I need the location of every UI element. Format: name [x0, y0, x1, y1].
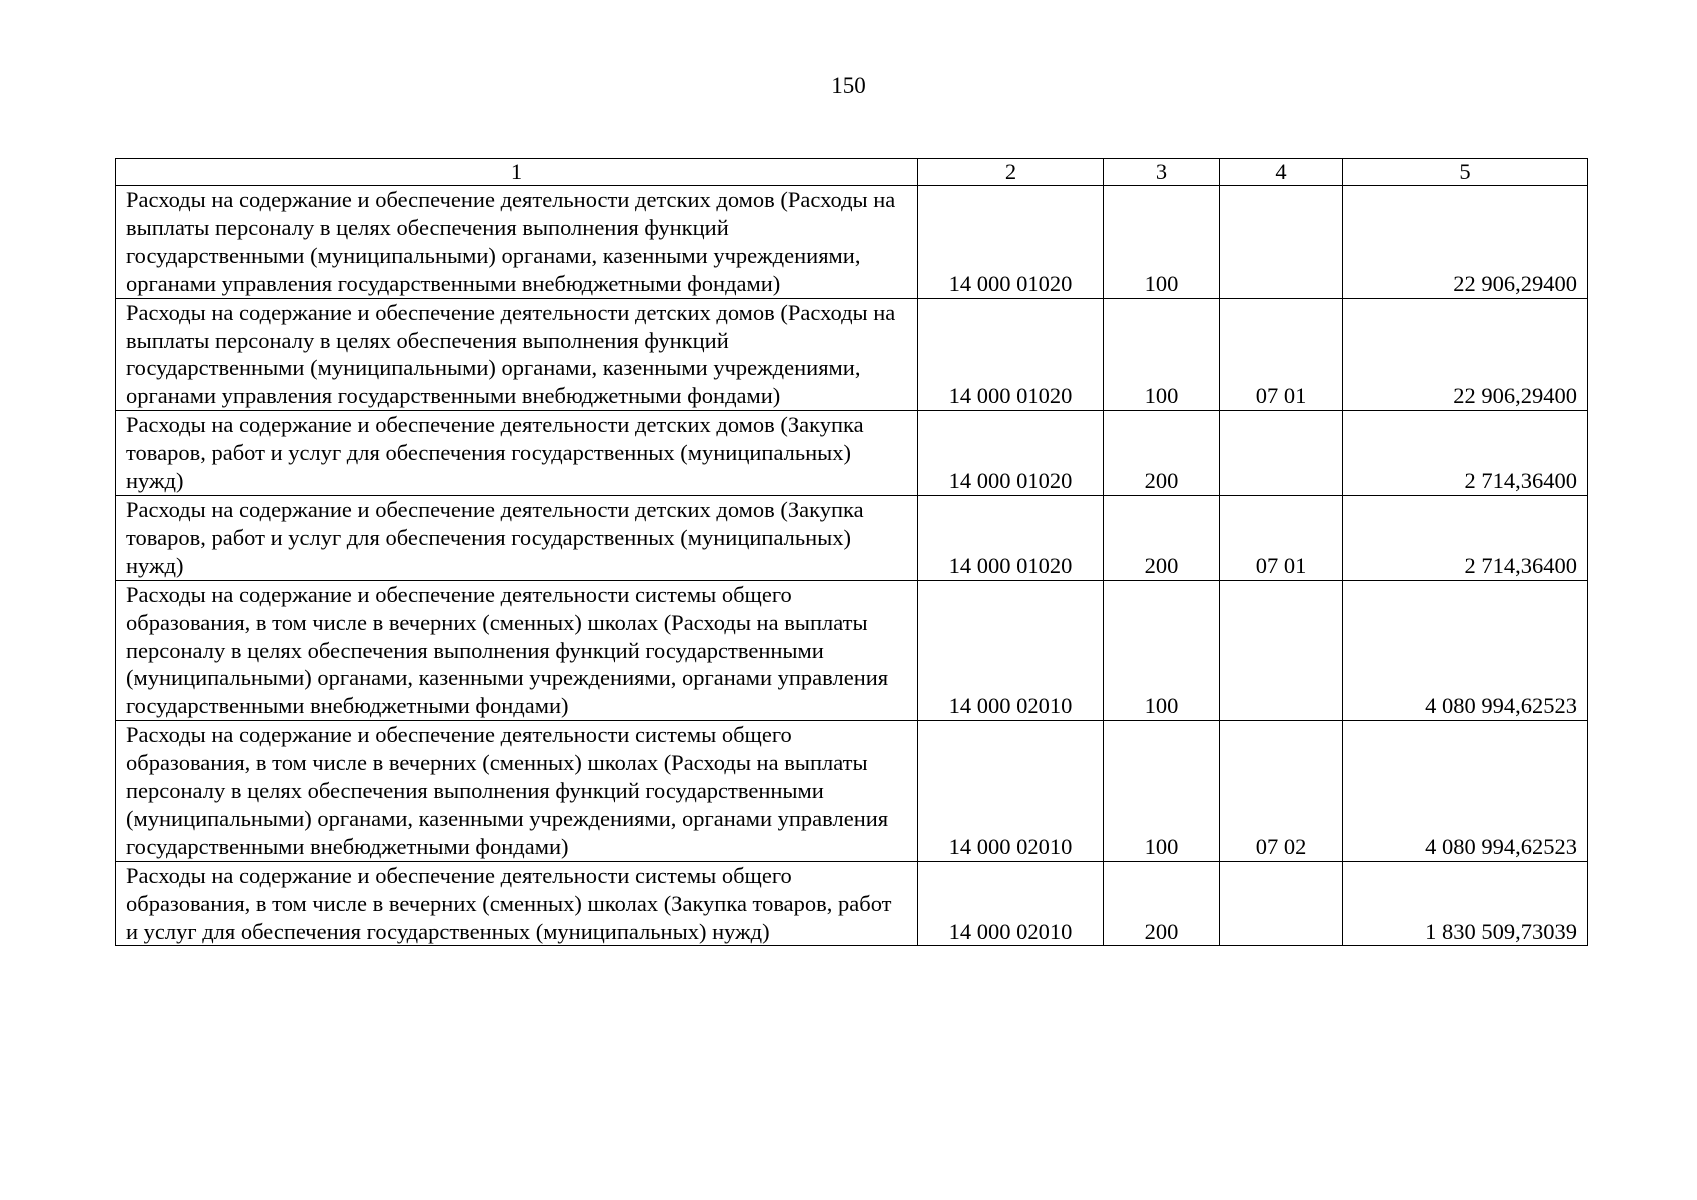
amount-cell: 1 830 509,73039	[1343, 861, 1588, 946]
budget-table	[115, 158, 1588, 946]
target-code-cell: 14 000 01020	[918, 298, 1104, 411]
section-code-cell	[1220, 411, 1343, 496]
column-header-3: 3	[1104, 159, 1220, 186]
section-code-cell: 07 01	[1220, 298, 1343, 411]
column-header-1: 1	[116, 159, 918, 186]
target-code-cell: 14 000 01020	[918, 495, 1104, 580]
amount-cell: 22 906,29400	[1343, 298, 1588, 411]
expense-kind-cell: 200	[1104, 495, 1220, 580]
expense-name-cell: Расходы на содержание и обеспечение деятельности детских домов (Закупка товаров, работ и услуг для обеспечения государственных (муниципальных) нужд)	[116, 411, 918, 496]
expense-name-cell: Расходы на содержание и обеспечение деятельности системы общего образования, в том числе в вечерних (сменных) школах (Закупка товаров, работ и услуг для обеспечения государственных (муниципальных) нужд)	[116, 861, 918, 946]
page-number: 150	[831, 73, 866, 98]
table-row	[116, 861, 1588, 946]
expense-kind-cell: 100	[1104, 580, 1220, 721]
expense-name-cell: Расходы на содержание и обеспечение деятельности детских домов (Закупка товаров, работ и услуг для обеспечения государственных (муниципальных) нужд)	[116, 495, 918, 580]
expense-kind-cell: 100	[1104, 186, 1220, 299]
section-code-cell	[1220, 861, 1343, 946]
section-code-cell	[1220, 186, 1343, 299]
amount-cell: 2 714,36400	[1343, 411, 1588, 496]
target-code-cell: 14 000 02010	[918, 580, 1104, 721]
table-row	[116, 186, 1588, 299]
table-row	[116, 298, 1588, 411]
amount-cell: 4 080 994,62523	[1343, 721, 1588, 862]
expense-name-cell: Расходы на содержание и обеспечение деятельности детских домов (Расходы на выплаты персоналу в целях обеспечения выполнения функций государственными (муниципальными) органами, казенными учреждениями, органами управления государственными внебюджетными фондами)	[116, 298, 918, 411]
section-code-cell	[1220, 580, 1343, 721]
table-row	[116, 495, 1588, 580]
expense-kind-cell: 100	[1104, 721, 1220, 862]
expense-name-cell: Расходы на содержание и обеспечение деятельности детских домов (Расходы на выплаты персоналу в целях обеспечения выполнения функций государственными (муниципальными) органами, казенными учреждениями, органами управления государственными внебюджетными фондами)	[116, 186, 918, 299]
expense-name-cell: Расходы на содержание и обеспечение деятельности системы общего образования, в том числе в вечерних (сменных) школах (Расходы на выплаты персоналу в целях обеспечения выполнения функций государственными (муниципальными) органами, казенными учреждениями, органами управления государственными внебюджетными фондами)	[116, 721, 918, 862]
target-code-cell: 14 000 01020	[918, 411, 1104, 496]
section-code-cell: 07 02	[1220, 721, 1343, 862]
amount-cell: 4 080 994,62523	[1343, 580, 1588, 721]
table-row	[116, 721, 1588, 862]
expense-kind-cell: 200	[1104, 411, 1220, 496]
expense-name-cell: Расходы на содержание и обеспечение деятельности системы общего образования, в том числе в вечерних (сменных) школах (Расходы на выплаты персоналу в целях обеспечения выполнения функций государственными (муниципальными) органами, казенными учреждениями, органами управления государственными внебюджетными фондами)	[116, 580, 918, 721]
expense-kind-cell: 200	[1104, 861, 1220, 946]
column-header-5: 5	[1343, 159, 1588, 186]
table-row	[116, 580, 1588, 721]
amount-cell: 2 714,36400	[1343, 495, 1588, 580]
amount-cell: 22 906,29400	[1343, 186, 1588, 299]
target-code-cell: 14 000 01020	[918, 186, 1104, 299]
column-header-2: 2	[918, 159, 1104, 186]
column-header-4: 4	[1220, 159, 1343, 186]
expense-kind-cell: 100	[1104, 298, 1220, 411]
section-code-cell: 07 01	[1220, 495, 1343, 580]
table-row	[116, 411, 1588, 496]
table-header-row	[116, 159, 1588, 186]
target-code-cell: 14 000 02010	[918, 861, 1104, 946]
target-code-cell: 14 000 02010	[918, 721, 1104, 862]
